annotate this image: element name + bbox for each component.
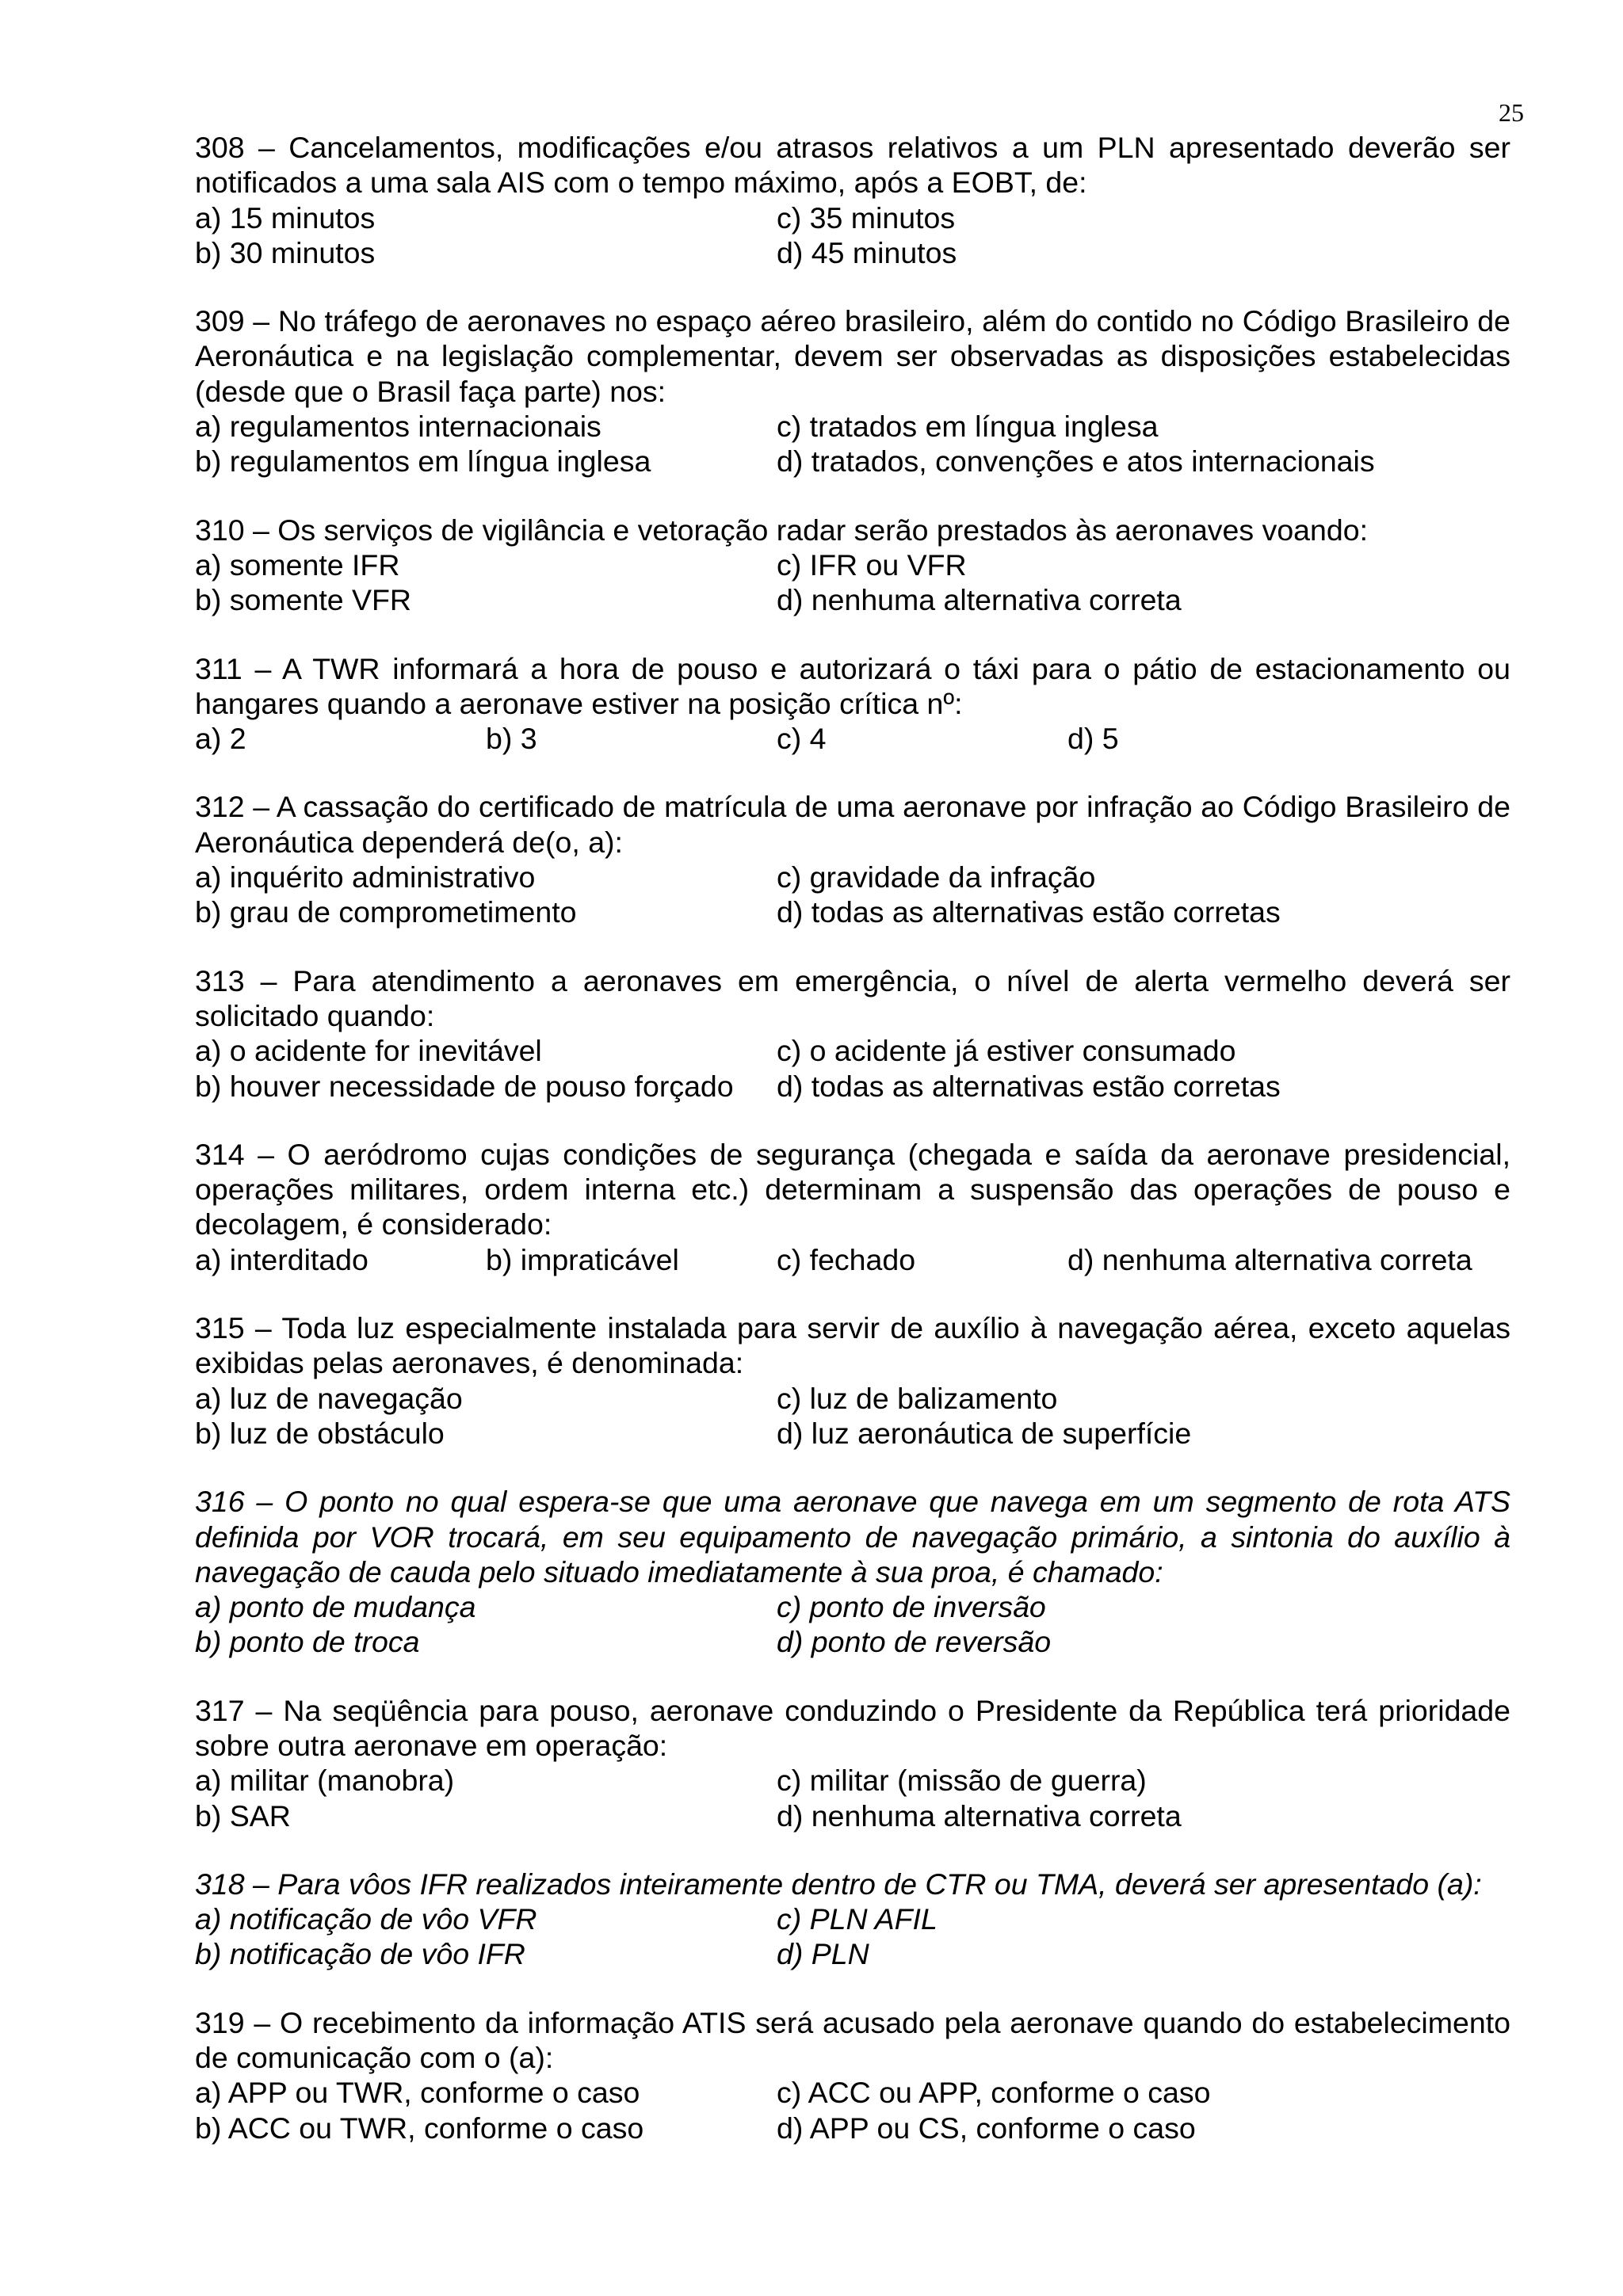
- answer-option: c) ACC ou APP, conforme o caso: [777, 2076, 1211, 2110]
- answer-option: c) militar (missão de guerra): [777, 1764, 1147, 1798]
- answer-option: c) 4: [777, 722, 827, 756]
- question-312: [195, 789, 1510, 929]
- answer-option: d) todas as alternativas estão corretas: [777, 895, 1281, 929]
- option-row: [195, 1242, 1510, 1277]
- answer-option: d) 5: [1067, 722, 1119, 756]
- question-stem: 314 – O aeródromo cujas condições de segurança (chegada e saída da aeronave presidencial, operações militares, ordem interna etc.) determinam a suspensão das operações de pouso e decolagem, é considerado:: [195, 1137, 1510, 1241]
- answer-option: a) militar (manobra): [195, 1764, 455, 1798]
- option-row: [195, 444, 1510, 479]
- answer-option: b) ACC ou TWR, conforme o caso: [195, 2111, 644, 2145]
- answer-option: b) ponto de troca: [195, 1625, 420, 1659]
- answer-option: a) 2: [195, 722, 246, 756]
- answer-option: c) gravidade da infração: [777, 860, 1096, 894]
- answer-option: c) IFR ou VFR: [777, 547, 967, 582]
- question-stem: 312 – A cassação do certificado de matrícula de uma aeronave por infração ao Código Brasileiro de Aeronáutica dependerá de(o, a):: [195, 790, 1510, 859]
- answer-option: c) PLN AFIL: [777, 1902, 938, 1936]
- question-309: [195, 303, 1510, 479]
- question-list: [195, 130, 1510, 2179]
- answer-option: a) o acidente for inevitável: [195, 1034, 542, 1068]
- answer-option: d) luz aeronáutica de superfície: [777, 1416, 1192, 1450]
- answer-option: a) luz de navegação: [195, 1381, 463, 1415]
- answer-option: b) somente VFR: [195, 583, 412, 617]
- answer-option: d) nenhuma alternativa correta: [777, 583, 1182, 617]
- option-row: [195, 235, 1510, 270]
- answer-option: c) tratados em língua inglesa: [777, 410, 1159, 444]
- question-311: [195, 651, 1510, 757]
- option-row: [195, 894, 1510, 929]
- answer-option: d) PLN: [777, 1937, 869, 1971]
- answer-option: a) somente IFR: [195, 547, 400, 582]
- answer-option: d) APP ou CS, conforme o caso: [777, 2111, 1196, 2145]
- option-row: [195, 1589, 1510, 1624]
- option-row: [195, 2075, 1510, 2110]
- answer-option: d) todas as alternativas estão corretas: [777, 1069, 1281, 1103]
- question-319: [195, 2005, 1510, 2145]
- answer-option: a) interditado: [195, 1242, 369, 1276]
- option-row: [195, 1798, 1510, 1833]
- option-row: [195, 582, 1510, 617]
- question-317: [195, 1693, 1510, 1833]
- answer-option: c) o acidente já estiver consumado: [777, 1034, 1236, 1068]
- answer-option: b) notificação de vôo IFR: [195, 1937, 525, 1971]
- option-row: [195, 2111, 1510, 2145]
- answer-option: b) regulamentos em língua inglesa: [195, 444, 651, 479]
- question-stem: 313 – Para atendimento a aeronaves em emergência, o nível de alerta vermelho deverá ser solicitado quando:: [195, 963, 1510, 1032]
- answer-option: b) impraticável: [486, 1242, 679, 1276]
- answer-option: b) luz de obstáculo: [195, 1416, 445, 1450]
- answer-option: c) luz de balizamento: [777, 1381, 1058, 1415]
- question-stem: 317 – Na seqüência para pouso, aeronave conduzindo o Presidente da República terá prioridade sobre outra aeronave em operação:: [195, 1693, 1510, 1762]
- answer-option: d) tratados, convenções e atos internacionais: [777, 444, 1375, 479]
- option-row: [195, 1763, 1510, 1798]
- option-row: [195, 1069, 1510, 1104]
- question-310: [195, 513, 1510, 618]
- answer-option: a) regulamentos internacionais: [195, 410, 601, 444]
- question-stem: 311 – A TWR informará a hora de pouso e autorizará o táxi para o pátio de estacionamento ou hangares quando a aeronave estiver na posição crítica nº:: [195, 651, 1510, 720]
- answer-option: d) 45 minutos: [777, 235, 957, 269]
- option-row: [195, 200, 1510, 235]
- question-stem: 310 – Os serviços de vigilância e vetoração radar serão prestados às aeronaves voando:: [195, 513, 1369, 547]
- answer-option: c) fechado: [777, 1242, 916, 1276]
- question-313: [195, 963, 1510, 1104]
- option-row: [195, 1416, 1510, 1451]
- answer-option: b) houver necessidade de pouso forçado: [195, 1069, 734, 1103]
- answer-option: a) APP ou TWR, conforme o caso: [195, 2076, 640, 2110]
- answer-option: a) ponto de mudança: [195, 1590, 476, 1624]
- answer-option: d) nenhuma alternativa correta: [777, 1798, 1182, 1833]
- question-stem: 316 – O ponto no qual espera-se que uma aeronave que navega em um segmento de rota ATS definida por VOR trocará, em seu equipamento de navegação primário, a sintonia do auxílio à navegação de cauda pelo situado imediatamente à sua proa, é chamado:: [195, 1485, 1510, 1589]
- question-stem: 319 – O recebimento da informação ATIS será acusado pela aeronave quando do estabelecimento de comunicação com o (a):: [195, 2005, 1510, 2075]
- option-row: [195, 1624, 1510, 1659]
- option-row: [195, 1033, 1510, 1068]
- answer-option: d) ponto de reversão: [777, 1625, 1052, 1659]
- question-315: [195, 1310, 1510, 1451]
- question-stem: 309 – No tráfego de aeronaves no espaço aéreo brasileiro, além do contido no Código Brasileiro de Aeronáutica e na legislação complementar, devem ser observadas as disposições estabelecidas (desde que o Brasil faça parte) nos:: [195, 304, 1510, 408]
- answer-option: a) inquérito administrativo: [195, 860, 536, 894]
- question-314: [195, 1137, 1510, 1277]
- answer-option: c) ponto de inversão: [777, 1590, 1046, 1624]
- option-row: [195, 1936, 1510, 1971]
- answer-option: a) notificação de vôo VFR: [195, 1902, 537, 1936]
- question-318: [195, 1867, 1510, 1972]
- question-stem: 308 – Cancelamentos, modificações e/ou atrasos relativos a um PLN apresentado deverão ser notificados a uma sala AIS com o tempo máximo, após a EOBT, de:: [195, 131, 1510, 200]
- option-row: [195, 409, 1510, 444]
- answer-option: b) SAR: [195, 1798, 291, 1833]
- option-row: [195, 1381, 1510, 1416]
- answer-option: b) grau de comprometimento: [195, 895, 577, 929]
- option-row: [195, 860, 1510, 894]
- page-number: 25: [1499, 98, 1524, 127]
- option-row: [195, 1901, 1510, 1936]
- answer-option: b) 30 minutos: [195, 235, 376, 269]
- question-316: [195, 1484, 1510, 1659]
- answer-option: c) 35 minutos: [777, 200, 956, 235]
- question-stem: 315 – Toda luz especialmente instalada para servir de auxílio à navegação aérea, exceto aquelas exibidas pelas aeronaves, é denominada:: [195, 1311, 1510, 1380]
- answer-option: a) 15 minutos: [195, 200, 376, 235]
- answer-option: d) nenhuma alternativa correta: [1067, 1242, 1472, 1276]
- option-row: [195, 547, 1510, 582]
- question-308: [195, 130, 1510, 270]
- answer-option: b) 3: [486, 722, 537, 756]
- question-stem: 318 – Para vôos IFR realizados inteiramente dentro de CTR ou TMA, deverá ser apresentado (a):: [195, 1867, 1482, 1901]
- option-row: [195, 721, 1510, 756]
